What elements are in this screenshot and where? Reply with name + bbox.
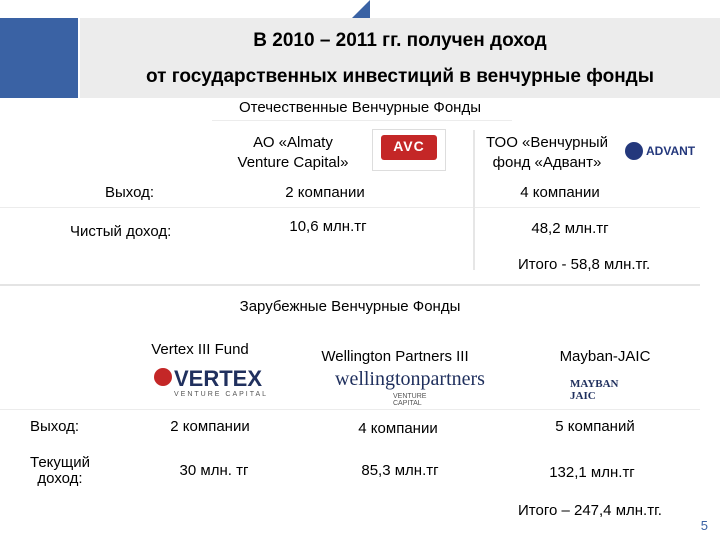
foreign-income-label-line1: Текущий [30, 454, 90, 471]
avc-logo: AVC [372, 129, 446, 171]
page-number: 5 [700, 518, 708, 533]
domestic-total: Итого - 58,8 млн.тг. [518, 256, 651, 273]
domestic-income-label: Чистый доход: [70, 223, 172, 240]
domestic-fund1-exit: 2 компании [285, 184, 365, 201]
page-title-line1: В 2010 – 2011 гг. получен доход [253, 30, 547, 51]
foreign-fund1-income: 30 млн. тг [179, 462, 249, 479]
domestic-section-title: Отечественные Венчурные Фонды [239, 99, 481, 116]
domestic-fund2-income: 48,2 млн.тг [531, 220, 609, 237]
domestic-fund2-name-line2: фонд «Адвант» [492, 154, 602, 171]
vertex-logo: VERTEX VENTURE CAPITAL [152, 366, 270, 402]
domestic-row-divider [0, 207, 700, 208]
foreign-fund3-income: 132,1 млн.тг [549, 464, 635, 481]
domestic-column-divider [473, 130, 475, 270]
domestic-fund1-name-line2: Venture Capital» [237, 154, 349, 171]
domestic-fund2-name-line1: ТОО «Венчурный [486, 134, 608, 151]
foreign-total: Итого – 247,4 млн.тг. [518, 502, 662, 519]
foreign-row-divider [0, 409, 700, 410]
domestic-fund2-exit: 4 компании [520, 184, 600, 201]
foreign-exit-label: Выход: [30, 418, 80, 435]
header-accent-block [0, 18, 78, 98]
foreign-fund2-name: Wellington Partners III [321, 348, 469, 365]
foreign-section-title: Зарубежные Венчурные Фонды [239, 298, 461, 315]
page-title-line2: от государственных инвестиций в венчурные фонды [146, 66, 654, 87]
foreign-fund3-exit: 5 компаний [555, 418, 635, 435]
foreign-income-label-line2: доход: [37, 470, 83, 487]
wellington-logo: wellingtonpartners VENTURE CAPITAL [335, 368, 485, 407]
domestic-exit-label: Выход: [105, 184, 155, 201]
domestic-title-underline [212, 120, 512, 121]
corner-decoration [352, 0, 370, 18]
foreign-fund2-income: 85,3 млн.тг [361, 462, 439, 479]
foreign-fund3-name: Mayban-JAIC [559, 348, 651, 365]
foreign-fund2-exit: 4 компании [358, 420, 438, 437]
advant-logo: ADVANT [622, 138, 710, 166]
foreign-fund1-exit: 2 компании [170, 418, 250, 435]
mayban-jaic-logo: MAYBAN JAIC [570, 378, 619, 402]
section-divider [0, 284, 700, 286]
domestic-fund1-income: 10,6 млн.тг [289, 218, 367, 235]
foreign-fund1-name: Vertex III Fund [151, 341, 249, 358]
domestic-fund1-name-line1: АО «Almaty [253, 134, 333, 151]
